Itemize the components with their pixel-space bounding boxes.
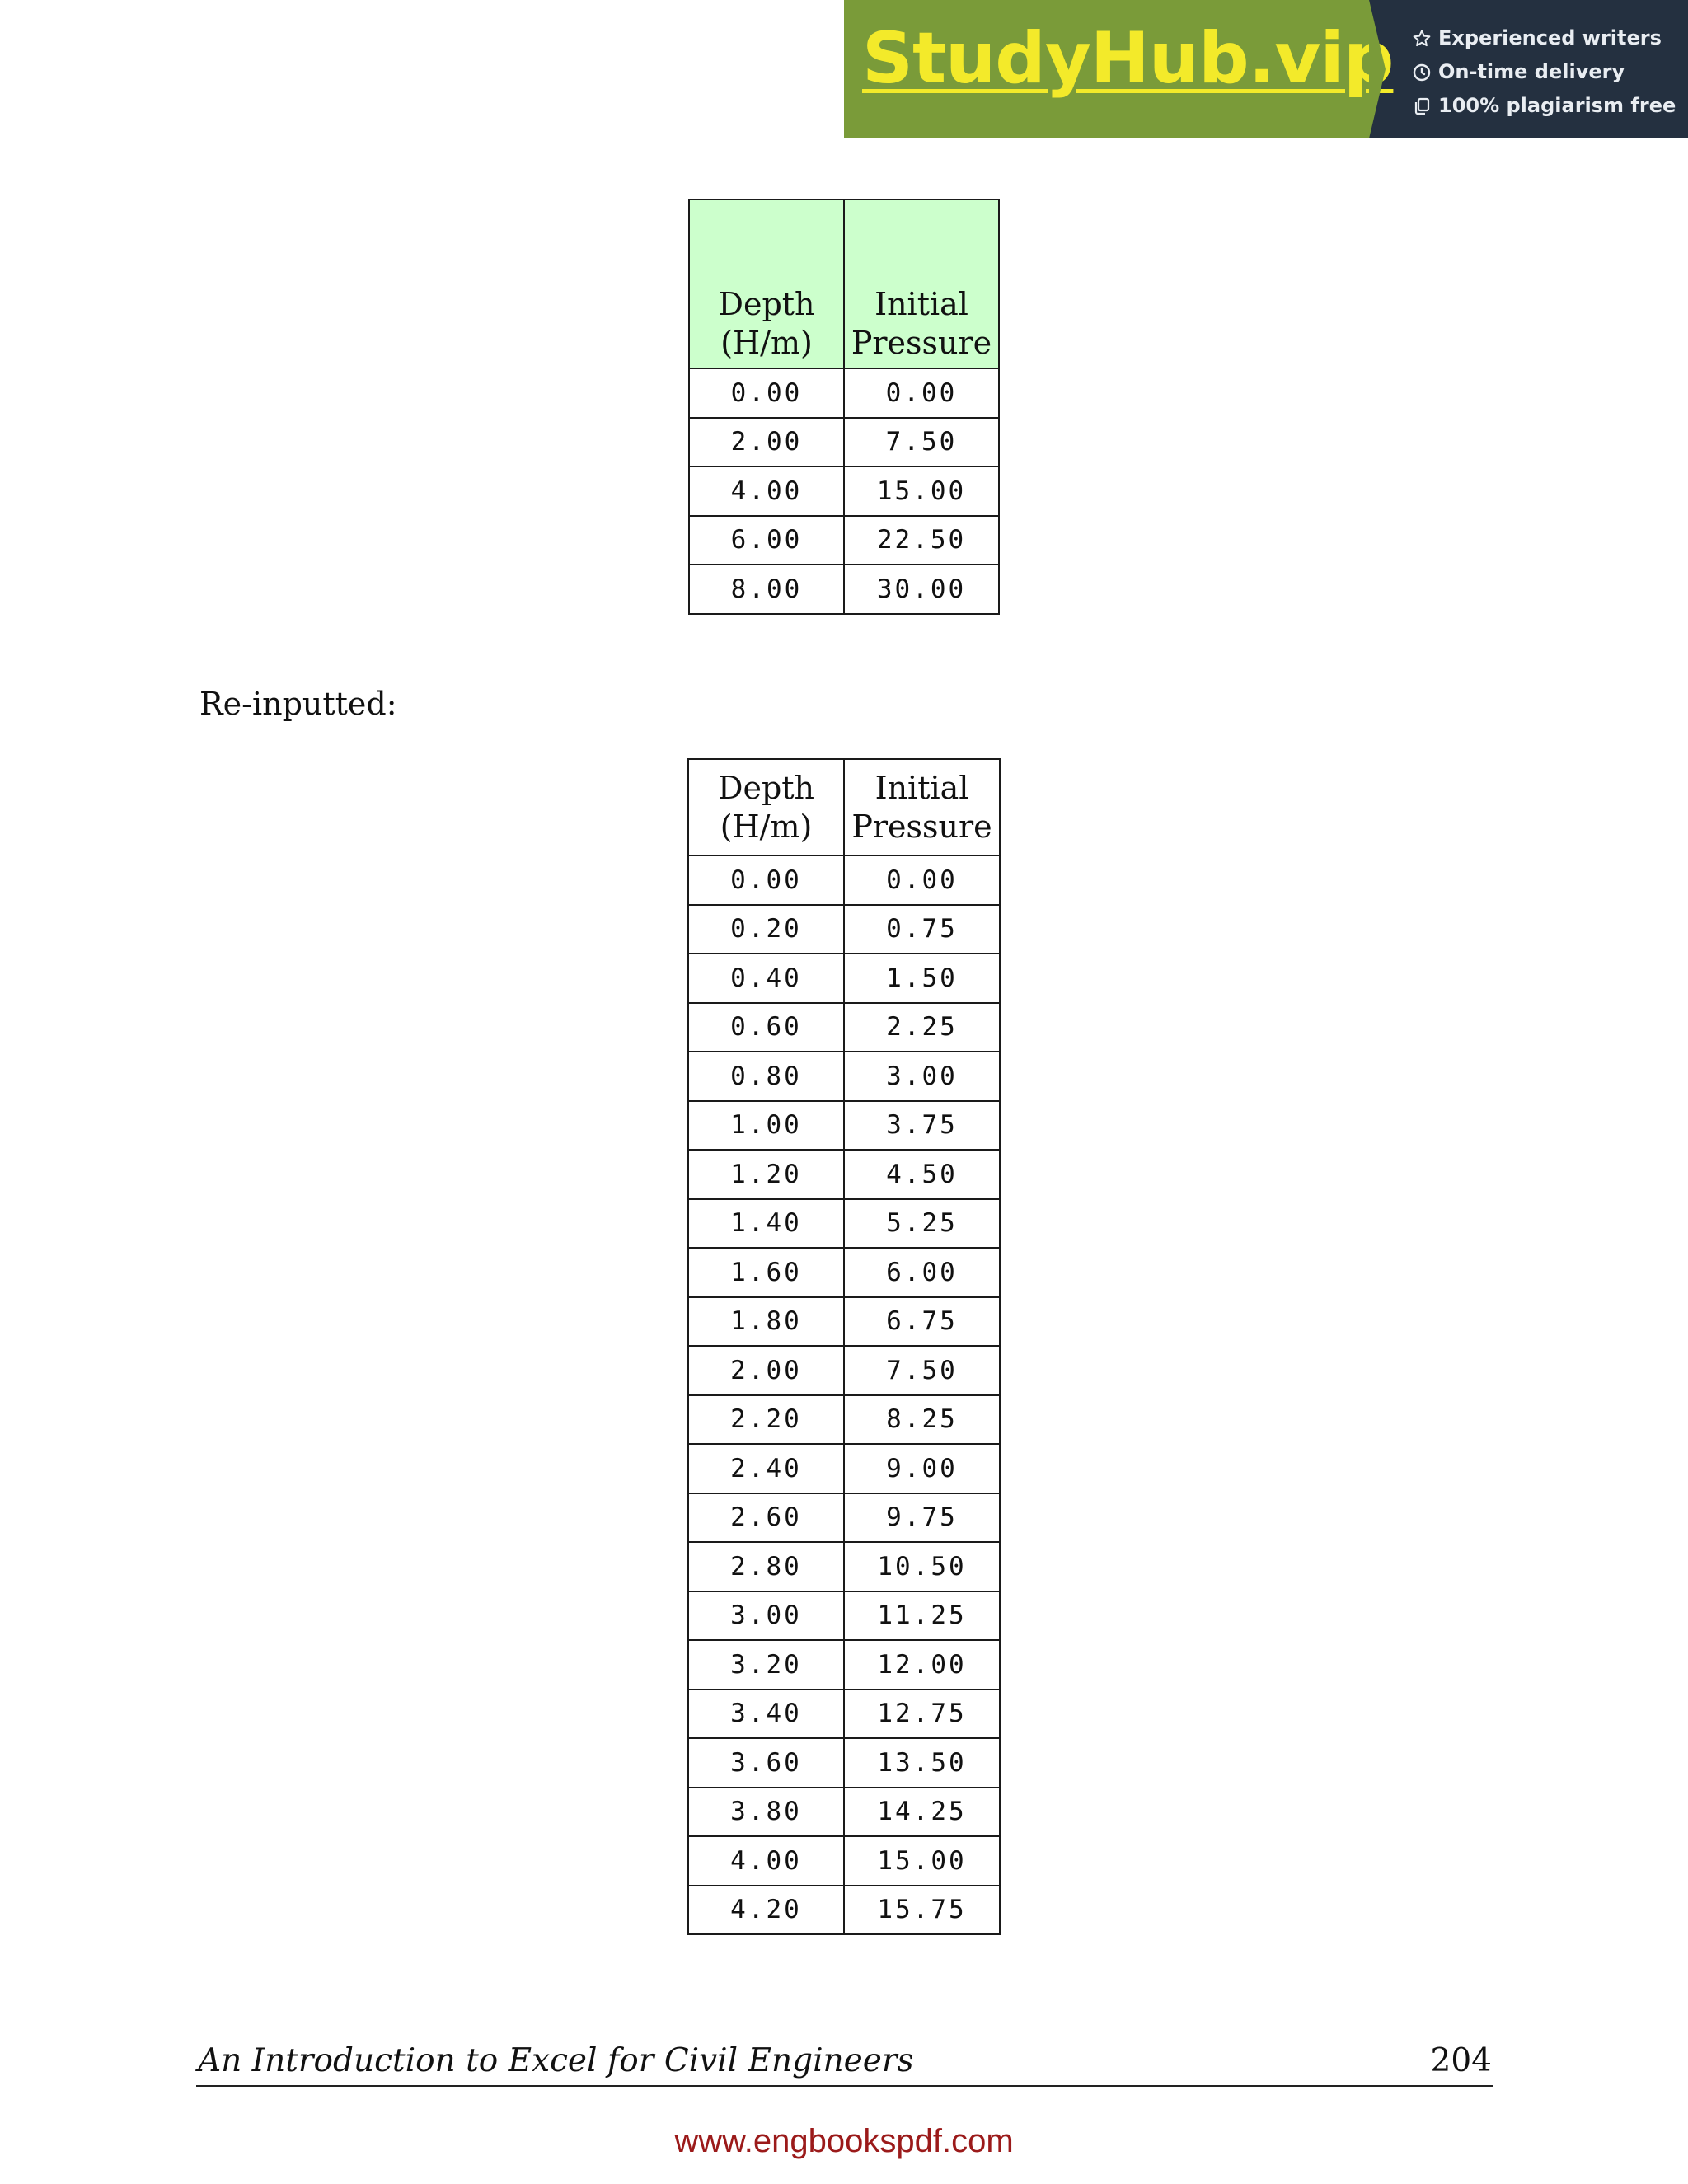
table2-body bbox=[688, 855, 1000, 1934]
depth-cell: 2.40 bbox=[688, 1444, 844, 1493]
feature-label: On-time delivery bbox=[1438, 60, 1625, 83]
header-depth: Depth (H/m) bbox=[689, 199, 844, 368]
depth-cell: 8.00 bbox=[689, 565, 844, 614]
depth-cell: 0.80 bbox=[688, 1052, 844, 1101]
table-row bbox=[688, 1542, 1000, 1591]
pressure-cell: 30.00 bbox=[844, 565, 999, 614]
table-row bbox=[688, 1003, 1000, 1052]
pressure-table-reinputted bbox=[687, 758, 1001, 1935]
table-row bbox=[688, 1886, 1000, 1935]
depth-cell: 2.00 bbox=[688, 1346, 844, 1395]
feature-on-time-delivery bbox=[1412, 55, 1688, 89]
header-depth: Depth (H/m) bbox=[688, 759, 844, 855]
depth-cell: 2.00 bbox=[689, 418, 844, 467]
table-header-row bbox=[688, 759, 1000, 855]
table1-body bbox=[689, 368, 999, 614]
pressure-cell: 22.50 bbox=[844, 516, 999, 565]
table-row bbox=[688, 1199, 1000, 1249]
table-row bbox=[688, 1690, 1000, 1739]
depth-cell: 1.60 bbox=[688, 1248, 844, 1297]
table-row bbox=[688, 1836, 1000, 1886]
pressure-table-original bbox=[688, 199, 1000, 615]
pressure-cell: 9.00 bbox=[844, 1444, 1000, 1493]
table-row bbox=[688, 1788, 1000, 1837]
star-icon bbox=[1412, 29, 1432, 49]
header-initial-pressure: Initial Pressure bbox=[844, 199, 999, 368]
depth-cell: 4.20 bbox=[688, 1886, 844, 1935]
depth-cell: 0.00 bbox=[689, 368, 844, 418]
pressure-cell: 0.00 bbox=[844, 855, 1000, 905]
depth-cell: 0.20 bbox=[688, 905, 844, 954]
table-row bbox=[688, 905, 1000, 954]
depth-cell: 4.00 bbox=[689, 466, 844, 516]
feature-label: 100% plagiarism free bbox=[1438, 94, 1676, 117]
pressure-cell: 7.50 bbox=[844, 1346, 1000, 1395]
pressure-cell: 7.50 bbox=[844, 418, 999, 467]
table-row bbox=[688, 1591, 1000, 1641]
studyhub-banner[interactable] bbox=[844, 0, 1688, 138]
depth-cell: 3.60 bbox=[688, 1738, 844, 1788]
depth-cell: 0.00 bbox=[688, 855, 844, 905]
studyhub-logo-text: StudyHub.vip bbox=[862, 17, 1394, 100]
table-row bbox=[688, 855, 1000, 905]
pressure-cell: 0.75 bbox=[844, 905, 1000, 954]
pressure-cell: 15.00 bbox=[844, 1836, 1000, 1886]
pressure-cell: 11.25 bbox=[844, 1591, 1000, 1641]
table-row bbox=[688, 1052, 1000, 1101]
pressure-cell: 12.75 bbox=[844, 1690, 1000, 1739]
pressure-cell: 3.00 bbox=[844, 1052, 1000, 1101]
pressure-cell: 8.25 bbox=[844, 1395, 1000, 1445]
depth-cell: 3.00 bbox=[688, 1591, 844, 1641]
pressure-cell: 13.50 bbox=[844, 1738, 1000, 1788]
pressure-cell: 5.25 bbox=[844, 1199, 1000, 1249]
depth-cell: 1.80 bbox=[688, 1297, 844, 1347]
table-row bbox=[689, 418, 999, 467]
pressure-cell: 9.75 bbox=[844, 1493, 1000, 1543]
depth-cell: 3.20 bbox=[688, 1640, 844, 1690]
pressure-cell: 3.75 bbox=[844, 1101, 1000, 1151]
table-row bbox=[688, 954, 1000, 1003]
table-row bbox=[688, 1297, 1000, 1347]
pressure-cell: 12.00 bbox=[844, 1640, 1000, 1690]
table-row bbox=[688, 1395, 1000, 1445]
depth-cell: 1.00 bbox=[688, 1101, 844, 1151]
depth-cell: 1.20 bbox=[688, 1150, 844, 1199]
pressure-cell: 2.25 bbox=[844, 1003, 1000, 1052]
header-initial-pressure: Initial Pressure bbox=[844, 759, 1000, 855]
banner-features bbox=[1369, 0, 1688, 138]
pressure-cell: 6.00 bbox=[844, 1248, 1000, 1297]
depth-cell: 0.60 bbox=[688, 1003, 844, 1052]
table-row bbox=[689, 565, 999, 614]
pressure-cell: 15.75 bbox=[844, 1886, 1000, 1935]
pressure-cell: 6.75 bbox=[844, 1297, 1000, 1347]
depth-cell: 4.00 bbox=[688, 1836, 844, 1886]
book-title: An Introduction to Excel for Civil Engineers bbox=[198, 2042, 914, 2079]
studyhub-logo[interactable] bbox=[844, 0, 1394, 138]
pressure-cell: 0.00 bbox=[844, 368, 999, 418]
copy-icon bbox=[1412, 96, 1432, 116]
pressure-cell: 1.50 bbox=[844, 954, 1000, 1003]
table-row bbox=[689, 368, 999, 418]
table-row bbox=[688, 1150, 1000, 1199]
depth-cell: 3.80 bbox=[688, 1788, 844, 1837]
depth-cell: 1.40 bbox=[688, 1199, 844, 1249]
depth-cell: 3.40 bbox=[688, 1690, 844, 1739]
pressure-cell: 10.50 bbox=[844, 1542, 1000, 1591]
feature-plagiarism-free bbox=[1412, 89, 1688, 123]
depth-cell: 2.80 bbox=[688, 1542, 844, 1591]
table-row bbox=[688, 1444, 1000, 1493]
table-row bbox=[688, 1101, 1000, 1151]
depth-cell: 6.00 bbox=[689, 516, 844, 565]
pressure-cell: 4.50 bbox=[844, 1150, 1000, 1199]
table-row bbox=[688, 1640, 1000, 1690]
pressure-cell: 15.00 bbox=[844, 466, 999, 516]
feature-experienced-writers bbox=[1412, 21, 1688, 55]
table-row bbox=[688, 1346, 1000, 1395]
site-link[interactable]: www.engbookspdf.com bbox=[674, 2123, 1014, 2159]
table-row bbox=[689, 466, 999, 516]
pressure-cell: 14.25 bbox=[844, 1788, 1000, 1837]
clock-icon bbox=[1412, 63, 1432, 82]
depth-cell: 2.20 bbox=[688, 1395, 844, 1445]
table-row bbox=[688, 1493, 1000, 1543]
table-row bbox=[689, 516, 999, 565]
table-header-row bbox=[689, 199, 999, 368]
footer-divider bbox=[196, 2085, 1493, 2087]
depth-cell: 2.60 bbox=[688, 1493, 844, 1543]
table-row bbox=[688, 1738, 1000, 1788]
feature-label: Experienced writers bbox=[1438, 26, 1662, 49]
depth-cell: 0.40 bbox=[688, 954, 844, 1003]
page-number: 204 bbox=[1430, 2042, 1492, 2079]
reinputted-label: Re-inputted: bbox=[199, 686, 397, 722]
table-row bbox=[688, 1248, 1000, 1297]
